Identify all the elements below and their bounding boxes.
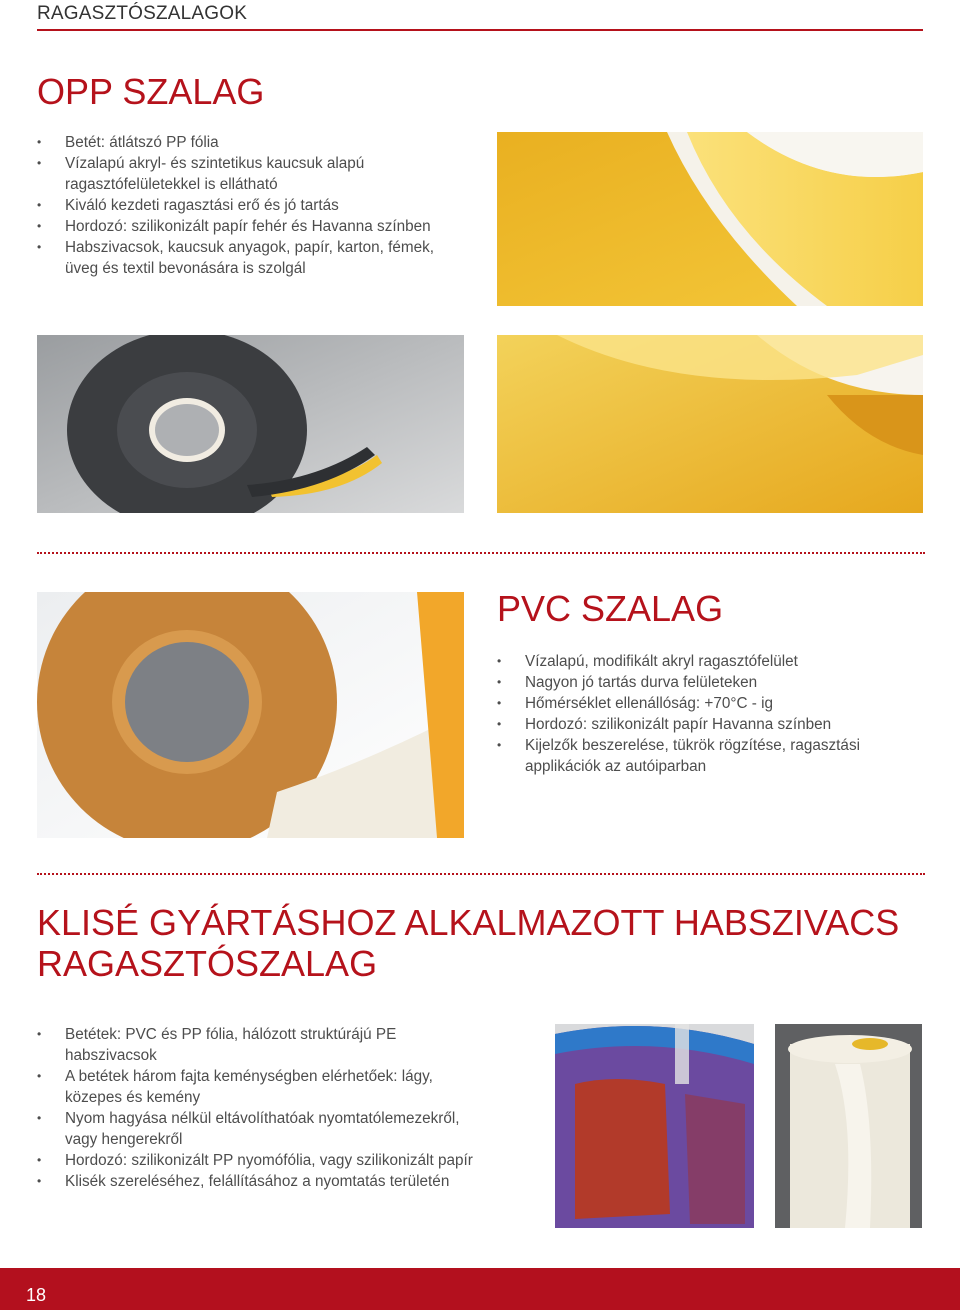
pvc-bullet-list <box>497 651 917 777</box>
klise-section-title-line1: KLISÉ GYÁRTÁSHOZ ALKALMAZOTT HABSZIVACS <box>37 902 900 943</box>
klise-bullet: • A betétek három fajta keménységben elérhetőek: lágy, közepes és kemény <box>37 1066 477 1108</box>
section-divider <box>37 552 925 554</box>
klise-bullet: • Klisék szereléséhez, felállításához a nyomtatás területén <box>37 1171 477 1192</box>
pvc-bullet: • Hordozó: szilikonizált papír Havanna színben <box>497 714 917 735</box>
opp-bullet-list <box>37 132 467 279</box>
header-divider <box>37 29 923 31</box>
pvc-bullet: • Vízalapú, modifikált akryl ragasztófelület <box>497 651 917 672</box>
pvc-bullet: • Nagyon jó tartás durva felületeken <box>497 672 917 693</box>
tan-tape-roll-photo <box>37 592 464 838</box>
opp-bullet: • Betét: átlátszó PP fólia <box>37 132 467 153</box>
footer-bar <box>0 1268 960 1310</box>
section-divider <box>37 873 925 875</box>
klise-bullet-list <box>37 1024 477 1192</box>
page-header-title: RAGASZTÓSZALAGOK <box>37 3 248 24</box>
klise-bullet: • Betétek: PVC és PP fólia, hálózott struktúrájú PE habszivacsok <box>37 1024 477 1066</box>
klise-section-title-line2: RAGASZTÓSZALAG <box>37 943 378 984</box>
pvc-bullet: • Hőmérséklet ellenállóság: +70°C - ig <box>497 693 917 714</box>
page-number: 18 <box>26 1285 47 1305</box>
pvc-section-title: PVC SZALAG <box>497 588 724 629</box>
opp-section-title: OPP SZALAG <box>37 71 265 112</box>
yellow-film-photo <box>497 132 923 306</box>
opp-bullet: • Hordozó: szilikonizált papír fehér és Havanna színben <box>37 216 467 237</box>
pvc-bullet: • Kijelzők beszerelése, tükrök rögzítése, ragasztási applikációk az autóiparban <box>497 735 917 777</box>
klise-bullet: • Nyom hagyása nélkül eltávolíthatóak nyomtatólemezekről, vagy hengerekről <box>37 1108 477 1150</box>
opp-bullet: • Vízalapú akryl- és szintetikus kaucsuk alapú ragasztófelületekkel is ellátható <box>37 153 467 195</box>
white-foam-tape-photo <box>775 1024 922 1228</box>
foam-tape-roll-photo <box>37 335 464 513</box>
yellow-film-curl-photo <box>497 335 923 513</box>
printing-plate-photo <box>555 1024 754 1228</box>
klise-bullet: • Hordozó: szilikonizált PP nyomófólia, vagy szilikonizált papír <box>37 1150 477 1171</box>
opp-bullet: • Kiváló kezdeti ragasztási erő és jó tartás <box>37 195 467 216</box>
opp-bullet: • Habszivacsok, kaucsuk anyagok, papír, karton, fémek, üveg és textil bevonására is szolgál <box>37 237 467 279</box>
